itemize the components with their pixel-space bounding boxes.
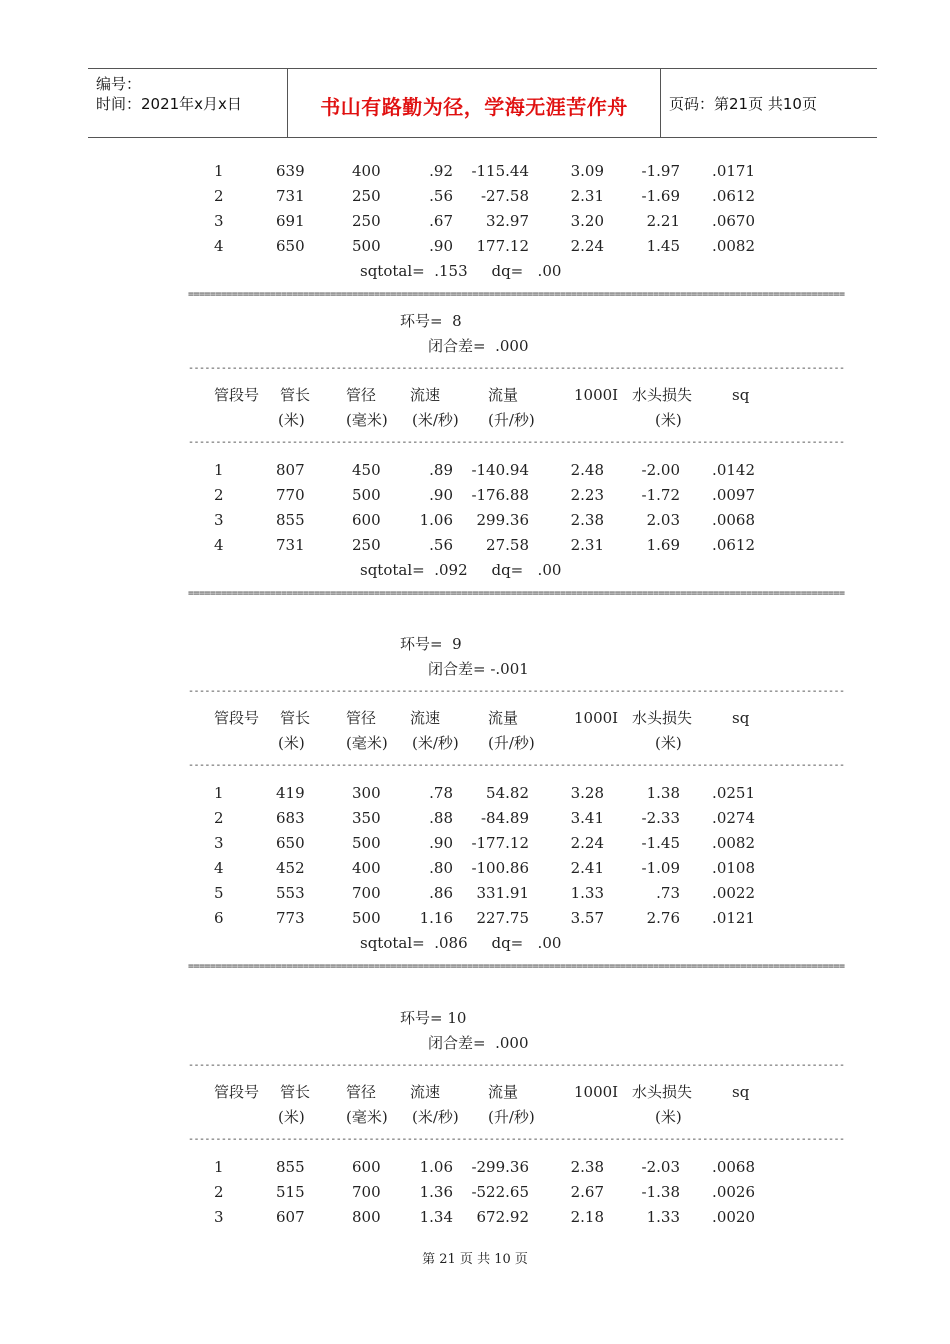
- single-rule: ------------------------------------------------------------------------------------------------------------------------: [188, 686, 845, 697]
- ring-number: 环号= 10: [400, 1009, 467, 1027]
- table-cell: .92: [429, 162, 453, 180]
- table-cell: 770: [276, 486, 305, 504]
- table-cell: 400: [352, 162, 381, 180]
- table-cell: -1.45: [641, 834, 680, 852]
- table-cell: 1.33: [646, 1208, 680, 1226]
- table-cell: 2.24: [570, 834, 604, 852]
- table-cell: 1.16: [419, 909, 453, 927]
- table-cell: 2.38: [570, 511, 604, 529]
- table-cell: 32.97: [486, 212, 529, 230]
- column-header: 流速: [410, 1083, 441, 1101]
- column-unit: (毫米): [346, 1108, 388, 1126]
- table-cell: -1.97: [641, 162, 680, 180]
- table-cell: 1.06: [419, 511, 453, 529]
- table-cell: .67: [429, 212, 453, 230]
- closure-error: 闭合差= .000: [428, 1034, 529, 1052]
- table-cell: .0670: [712, 212, 755, 230]
- column-unit: (米): [655, 734, 682, 752]
- page-footer: 第 21 页 共 10 页: [422, 1252, 528, 1267]
- table-cell: 2: [214, 187, 224, 205]
- table-cell: 1.36: [419, 1183, 453, 1201]
- table-cell: 855: [276, 1158, 305, 1176]
- table-cell: 650: [276, 834, 305, 852]
- column-header: 流速: [410, 386, 441, 404]
- single-rule: ------------------------------------------------------------------------------------------------------------------------: [188, 437, 845, 448]
- table-cell: 331.91: [476, 884, 529, 902]
- table-cell: 2.23: [570, 486, 604, 504]
- column-header: 管长: [280, 709, 311, 727]
- column-header: 管径: [346, 709, 377, 727]
- closure-error: 闭合差= .000: [428, 337, 529, 355]
- column-header: sq: [732, 386, 750, 404]
- table-cell: 800: [352, 1208, 381, 1226]
- table-cell: 700: [352, 1183, 381, 1201]
- column-unit: (升/秒): [488, 1108, 535, 1126]
- column-header: 管段号: [214, 386, 260, 404]
- table-cell: .0022: [712, 884, 755, 902]
- double-rule: ========================================================================================================================: [188, 961, 845, 972]
- table-cell: -177.12: [471, 834, 529, 852]
- table-cell: 807: [276, 461, 305, 479]
- table-cell: .0026: [712, 1183, 755, 1201]
- table-cell: 250: [352, 536, 381, 554]
- column-header: 1000I: [574, 386, 619, 404]
- table-cell: 731: [276, 536, 305, 554]
- table-cell: .0121: [712, 909, 755, 927]
- table-cell: 1: [214, 461, 224, 479]
- single-rule: ------------------------------------------------------------------------------------------------------------------------: [188, 1134, 845, 1145]
- table-cell: 500: [352, 834, 381, 852]
- table-cell: .0612: [712, 187, 755, 205]
- table-cell: 419: [276, 784, 305, 802]
- column-unit: (毫米): [346, 411, 388, 429]
- table-cell: .89: [429, 461, 453, 479]
- table-cell: -2.03: [641, 1158, 680, 1176]
- table-cell: -115.44: [471, 162, 529, 180]
- table-cell: .0097: [712, 486, 755, 504]
- table-cell: 3: [214, 1208, 224, 1226]
- table-cell: -299.36: [471, 1158, 529, 1176]
- column-header: 水头损失: [632, 1083, 693, 1101]
- table-cell: 855: [276, 511, 305, 529]
- table-cell: .0612: [712, 536, 755, 554]
- table-cell: 4: [214, 237, 224, 255]
- table-cell: 27.58: [486, 536, 529, 554]
- table-cell: 300: [352, 784, 381, 802]
- table-cell: .0082: [712, 237, 755, 255]
- table-cell: 600: [352, 1158, 381, 1176]
- page-info: 页码：第21页 共10页: [669, 95, 817, 113]
- table-cell: 6: [214, 909, 224, 927]
- table-cell: -2.33: [641, 809, 680, 827]
- table-cell: 1: [214, 784, 224, 802]
- table-cell: -84.89: [480, 809, 529, 827]
- table-cell: 2.18: [570, 1208, 604, 1226]
- table-cell: 607: [276, 1208, 305, 1226]
- column-header: 管长: [280, 386, 311, 404]
- column-unit: (毫米): [346, 734, 388, 752]
- table-cell: .0082: [712, 834, 755, 852]
- table-cell: 2: [214, 809, 224, 827]
- table-cell: 3.28: [570, 784, 604, 802]
- column-header: 水头损失: [632, 709, 693, 727]
- table-cell: 3.09: [570, 162, 604, 180]
- table-cell: -1.69: [641, 187, 680, 205]
- column-unit: (米/秒): [412, 411, 459, 429]
- table-cell: 3.41: [570, 809, 604, 827]
- table-cell: 2: [214, 1183, 224, 1201]
- table-cell: 500: [352, 237, 381, 255]
- motto-text: 书山有路勤为径，学海无涯苦作舟: [320, 95, 628, 119]
- column-header: 流量: [488, 709, 519, 727]
- table-cell: 1.33: [570, 884, 604, 902]
- table-cell: .88: [429, 809, 453, 827]
- table-cell: -176.88: [471, 486, 529, 504]
- table-cell: 553: [276, 884, 305, 902]
- table-cell: 250: [352, 212, 381, 230]
- column-header: 管段号: [214, 709, 260, 727]
- table-cell: 2.24: [570, 237, 604, 255]
- table-cell: .80: [429, 859, 453, 877]
- table-cell: .0171: [712, 162, 755, 180]
- column-header: 管径: [346, 386, 377, 404]
- table-cell: 350: [352, 809, 381, 827]
- table-cell: .0274: [712, 809, 755, 827]
- table-cell: 2.31: [570, 187, 604, 205]
- table-cell: 452: [276, 859, 305, 877]
- table-cell: .56: [429, 536, 453, 554]
- table-cell: .0020: [712, 1208, 755, 1226]
- column-unit: (升/秒): [488, 734, 535, 752]
- table-cell: 2.03: [646, 511, 680, 529]
- column-unit: (米/秒): [412, 1108, 459, 1126]
- table-cell: 683: [276, 809, 305, 827]
- table-cell: 227.75: [476, 909, 529, 927]
- table-cell: 2.48: [570, 461, 604, 479]
- table-cell: .0251: [712, 784, 755, 802]
- column-header: sq: [732, 709, 750, 727]
- table-cell: 2.31: [570, 536, 604, 554]
- column-unit: (米): [655, 411, 682, 429]
- table-cell: .0108: [712, 859, 755, 877]
- column-header: 管径: [346, 1083, 377, 1101]
- table-cell: 1.34: [419, 1208, 453, 1226]
- table-cell: 177.12: [476, 237, 529, 255]
- column-unit: (米): [655, 1108, 682, 1126]
- table-cell: 2.67: [570, 1183, 604, 1201]
- table-cell: .73: [656, 884, 680, 902]
- table-cell: .90: [429, 486, 453, 504]
- table-cell: 600: [352, 511, 381, 529]
- table-cell: 4: [214, 536, 224, 554]
- table-cell: 2.21: [646, 212, 680, 230]
- column-header: 流量: [488, 386, 519, 404]
- single-rule: ------------------------------------------------------------------------------------------------------------------------: [188, 1060, 845, 1071]
- table-cell: -100.86: [471, 859, 529, 877]
- table-cell: 450: [352, 461, 381, 479]
- table-cell: 700: [352, 884, 381, 902]
- column-header: sq: [732, 1083, 750, 1101]
- table-cell: .56: [429, 187, 453, 205]
- table-cell: .90: [429, 237, 453, 255]
- table-cell: 639: [276, 162, 305, 180]
- table-cell: -27.58: [480, 187, 529, 205]
- table-cell: 1: [214, 1158, 224, 1176]
- column-header: 流速: [410, 709, 441, 727]
- table-cell: 2.38: [570, 1158, 604, 1176]
- table-cell: 1: [214, 162, 224, 180]
- summary-line: sqtotal= .086 dq= .00: [360, 934, 562, 952]
- table-cell: 3.57: [570, 909, 604, 927]
- table-cell: 4: [214, 859, 224, 877]
- column-header: 1000I: [574, 1083, 619, 1101]
- single-rule: ------------------------------------------------------------------------------------------------------------------------: [188, 363, 845, 374]
- table-cell: 54.82: [486, 784, 529, 802]
- column-unit: (米/秒): [412, 734, 459, 752]
- column-header: 管段号: [214, 1083, 260, 1101]
- table-cell: 1.38: [646, 784, 680, 802]
- closure-error: 闭合差= -.001: [428, 660, 529, 678]
- column-unit: (升/秒): [488, 411, 535, 429]
- table-cell: .90: [429, 834, 453, 852]
- table-cell: 3: [214, 212, 224, 230]
- time-label: 时间：2021年x月x日: [96, 95, 242, 113]
- column-header: 水头损失: [632, 386, 693, 404]
- double-rule: ========================================================================================================================: [188, 289, 845, 300]
- summary-line: sqtotal= .092 dq= .00: [360, 561, 562, 579]
- column-header: 管长: [280, 1083, 311, 1101]
- column-unit: (米): [278, 411, 305, 429]
- single-rule: ------------------------------------------------------------------------------------------------------------------------: [188, 760, 845, 771]
- table-cell: 691: [276, 212, 305, 230]
- summary-line: sqtotal= .153 dq= .00: [360, 262, 562, 280]
- table-cell: -1.72: [641, 486, 680, 504]
- table-cell: .78: [429, 784, 453, 802]
- table-cell: 650: [276, 237, 305, 255]
- table-cell: 773: [276, 909, 305, 927]
- table-cell: 2.76: [646, 909, 680, 927]
- table-cell: 1.06: [419, 1158, 453, 1176]
- table-cell: 500: [352, 486, 381, 504]
- table-cell: .0142: [712, 461, 755, 479]
- column-header: 1000I: [574, 709, 619, 727]
- table-cell: 5: [214, 884, 224, 902]
- table-cell: 2: [214, 486, 224, 504]
- table-cell: -522.65: [471, 1183, 529, 1201]
- double-rule: ========================================================================================================================: [188, 588, 845, 599]
- table-cell: -1.38: [641, 1183, 680, 1201]
- table-cell: .0068: [712, 1158, 755, 1176]
- table-cell: 2.41: [570, 859, 604, 877]
- table-cell: 515: [276, 1183, 305, 1201]
- table-cell: 400: [352, 859, 381, 877]
- ring-number: 环号= 9: [400, 635, 462, 653]
- column-header: 流量: [488, 1083, 519, 1101]
- column-unit: (米): [278, 1108, 305, 1126]
- table-cell: .86: [429, 884, 453, 902]
- table-cell: 299.36: [476, 511, 529, 529]
- table-cell: 3: [214, 511, 224, 529]
- table-cell: -140.94: [471, 461, 529, 479]
- table-cell: 3: [214, 834, 224, 852]
- table-cell: 1.45: [646, 237, 680, 255]
- ring-number: 环号= 8: [400, 312, 462, 330]
- table-cell: 250: [352, 187, 381, 205]
- table-cell: -1.09: [641, 859, 680, 877]
- column-unit: (米): [278, 734, 305, 752]
- table-cell: 672.92: [476, 1208, 529, 1226]
- table-cell: 1.69: [646, 536, 680, 554]
- table-cell: 3.20: [570, 212, 604, 230]
- table-cell: 500: [352, 909, 381, 927]
- table-cell: 731: [276, 187, 305, 205]
- table-cell: -2.00: [641, 461, 680, 479]
- table-cell: .0068: [712, 511, 755, 529]
- doc-number-label: 编号：: [96, 75, 142, 93]
